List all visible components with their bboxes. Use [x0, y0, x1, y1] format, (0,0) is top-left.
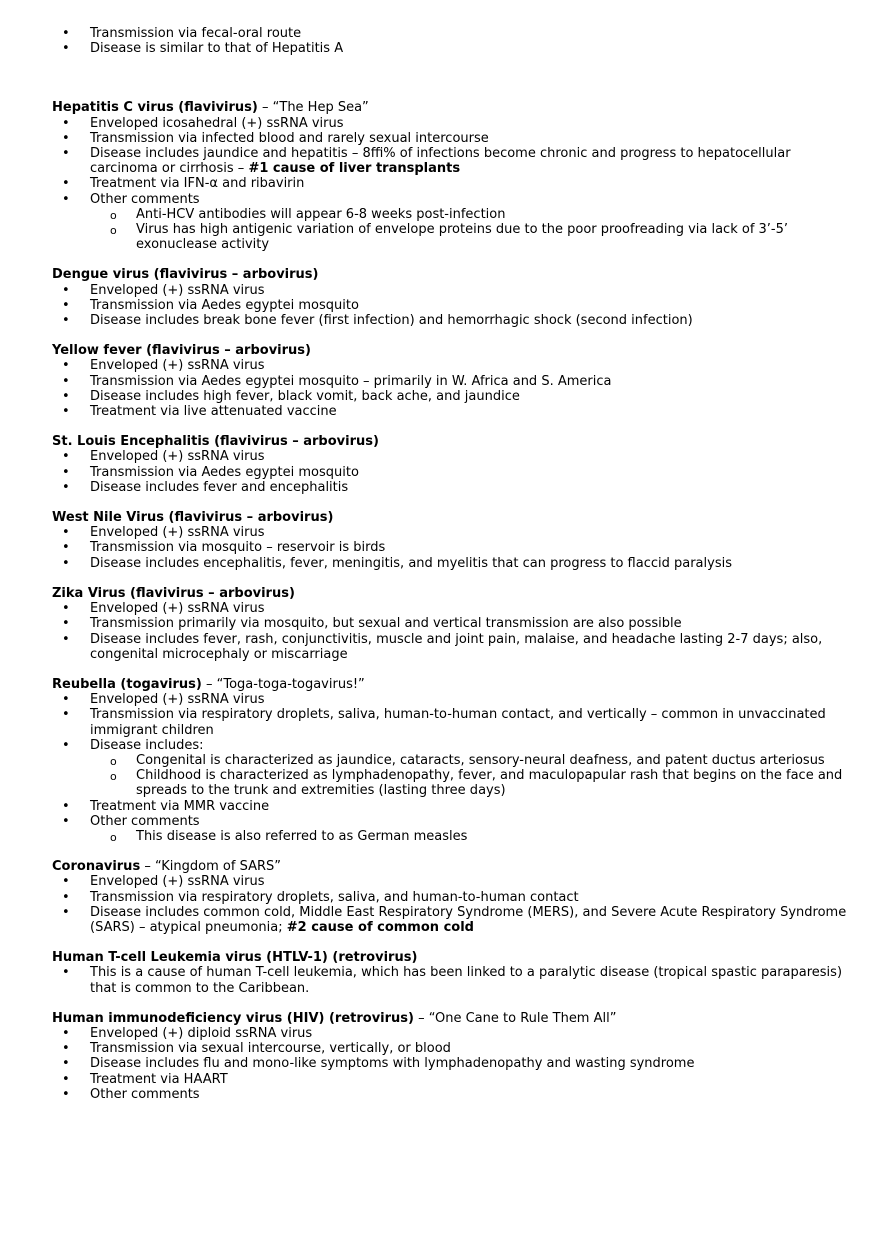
list-item: • Enveloped (+) ssRNA virus — [52, 449, 852, 464]
list-item: • Transmission via respiratory droplets, saliva, and human-to-human contact — [52, 890, 852, 905]
list-item: • Disease includes flu and mono-like symptoms with lymphadenopathy and wasting syndrome — [52, 1056, 852, 1071]
section-rubella — [52, 677, 852, 844]
section-coronavirus — [52, 859, 852, 935]
list-item: • Enveloped (+) ssRNA virus — [52, 601, 852, 616]
list-item: • Transmission via respiratory droplets, saliva, human-to-human contact, and vertically – common in unvaccinated immigrant children — [52, 707, 852, 737]
list-item: • Other comments — [52, 1087, 852, 1102]
heading-subtitle: – “One Cane to Rule Them All” — [413, 1010, 617, 1026]
section-heading — [52, 677, 852, 692]
list-item: • Transmission primarily via mosquito, but sexual and vertical transmission are also possible — [52, 616, 852, 631]
list-item: • Treatment via MMR vaccine — [52, 799, 852, 814]
heading-title: Reubella (togavirus) — [52, 676, 202, 692]
list-item: • Treatment via IFN-α and ribavirin — [52, 176, 852, 191]
section-zika — [52, 586, 852, 662]
section-hepatitis-c — [52, 100, 852, 252]
sub-list-item: o Congenital is characterized as jaundice, cataracts, sensory-neural deafness, and patent ductus arteriosus — [90, 753, 852, 768]
section-heading — [52, 267, 852, 282]
list-item: • Enveloped (+) ssRNA virus — [52, 874, 852, 889]
list-item: • Enveloped (+) ssRNA virus — [52, 692, 852, 707]
item-text: Other comments — [90, 813, 200, 829]
sub-list-item: o This disease is also referred to as German measles — [90, 829, 852, 844]
list-item: • Enveloped (+) ssRNA virus — [52, 525, 852, 540]
section-st-louis-encephalitis — [52, 434, 852, 495]
list-item — [52, 146, 852, 176]
section-west-nile — [52, 510, 852, 571]
list-item: • Disease includes fever and encephalitis — [52, 480, 852, 495]
heading-title: Yellow fever (flavivirus – arbovirus) — [52, 343, 311, 359]
sub-list-item: o Virus has high antigenic variation of envelope proteins due to the poor proofreading via lack of 3’-5’ exonuclease activity — [90, 222, 852, 252]
list-item: • Disease includes high fever, black vomit, back ache, and jaundice — [52, 389, 852, 404]
section-heading — [52, 586, 852, 601]
list-item: • Disease includes encephalitis, fever, meningitis, and myelitis that can progress to flaccid paralysis — [52, 556, 852, 571]
list-item — [52, 738, 852, 799]
document-body — [52, 26, 852, 1102]
section-heading — [52, 510, 852, 525]
list-item: • Disease includes break bone fever (first infection) and hemorrhagic shock (second infection) — [52, 313, 852, 328]
sub-list-item: o Anti-HCV antibodies will appear 6-8 weeks post-infection — [90, 207, 852, 222]
list-item: • Treatment via HAART — [52, 1072, 852, 1087]
list-item: • Disease includes fever, rash, conjunctivitis, muscle and joint pain, malaise, and headache lasting 2-7 days; also, congenital microcephaly or miscarriage — [52, 632, 852, 662]
list-item: • This is a cause of human T-cell leukemia, which has been linked to a paralytic disease (tropical spastic paraparesis) that is common to the Caribbean. — [52, 965, 852, 995]
item-emphasis: #2 cause of common cold — [286, 919, 474, 935]
section-heading — [52, 859, 852, 874]
item-text: Disease includes jaundice and hepatitis – 8ffi% of infections become chronic and progress to hepatocellular carcinoma or cirrhosis – — [90, 146, 791, 177]
section-heading — [52, 1011, 852, 1026]
heading-title: St. Louis Encephalitis (flavivirus – arbovirus) — [52, 434, 379, 450]
list-item: • Enveloped (+) ssRNA virus — [52, 283, 852, 298]
heading-subtitle: – “Toga-toga-togavirus!” — [201, 676, 365, 692]
list-item: • Transmission via Aedes egyptei mosquito — [52, 298, 852, 313]
list-item: • Transmission via infected blood and rarely sexual intercourse — [52, 131, 852, 146]
top-bullet-list — [52, 26, 852, 56]
section-heading — [52, 434, 852, 449]
list-item: • Transmission via Aedes egyptei mosquito – primarily in W. Africa and S. America — [52, 374, 852, 389]
section-hiv — [52, 1011, 852, 1102]
heading-title: Zika Virus (flavivirus – arbovirus) — [52, 585, 295, 601]
list-item: • Transmission via Aedes egyptei mosquito — [52, 465, 852, 480]
list-item: • Transmission via sexual intercourse, vertically, or blood — [52, 1041, 852, 1056]
section-htlv — [52, 950, 852, 996]
heading-title: Human T-cell Leukemia virus (HTLV-1) (retrovirus) — [52, 950, 418, 966]
list-item: • Enveloped (+) ssRNA virus — [52, 358, 852, 373]
item-text: Disease includes common cold, Middle East Respiratory Syndrome (MERS), and Severe Acute Respiratory Syndrome (SARS) – atypical pneumonia; — [90, 904, 847, 935]
heading-title: West Nile Virus (flavivirus – arbovirus) — [52, 510, 334, 526]
list-item: • Transmission via mosquito – reservoir is birds — [52, 540, 852, 555]
section-heading — [52, 343, 852, 358]
list-item — [52, 814, 852, 844]
item-text: Disease includes: — [90, 737, 204, 753]
list-item: • Enveloped icosahedral (+) ssRNA virus — [52, 116, 852, 131]
heading-title: Coronavirus — [52, 859, 141, 875]
heading-title: Hepatitis C virus (flavivirus) — [52, 100, 258, 116]
section-dengue — [52, 267, 852, 328]
section-heading — [52, 100, 852, 115]
section-heading — [52, 950, 852, 965]
list-item: • Transmission via fecal-oral route — [52, 26, 852, 41]
list-item: • Enveloped (+) diploid ssRNA virus — [52, 1026, 852, 1041]
heading-title: Human immunodeficiency virus (HIV) (retrovirus) — [52, 1010, 414, 1026]
list-item — [52, 905, 852, 935]
item-text: Other comments — [90, 191, 200, 207]
section-yellow-fever — [52, 343, 852, 419]
heading-subtitle: – “Kingdom of SARS” — [140, 859, 281, 875]
list-item: • Treatment via live attenuated vaccine — [52, 404, 852, 419]
sub-list-item: o Childhood is characterized as lymphadenopathy, fever, and maculopapular rash that begins on the face and spreads to the trunk and extremities (lasting three days) — [90, 768, 852, 798]
heading-title: Dengue virus (flavivirus – arbovirus) — [52, 267, 319, 283]
list-item — [52, 192, 852, 253]
heading-subtitle: – “The Hep Sea” — [257, 100, 369, 116]
item-emphasis: #1 cause of liver transplants — [248, 161, 461, 177]
list-item: • Disease is similar to that of Hepatitis A — [52, 41, 852, 56]
